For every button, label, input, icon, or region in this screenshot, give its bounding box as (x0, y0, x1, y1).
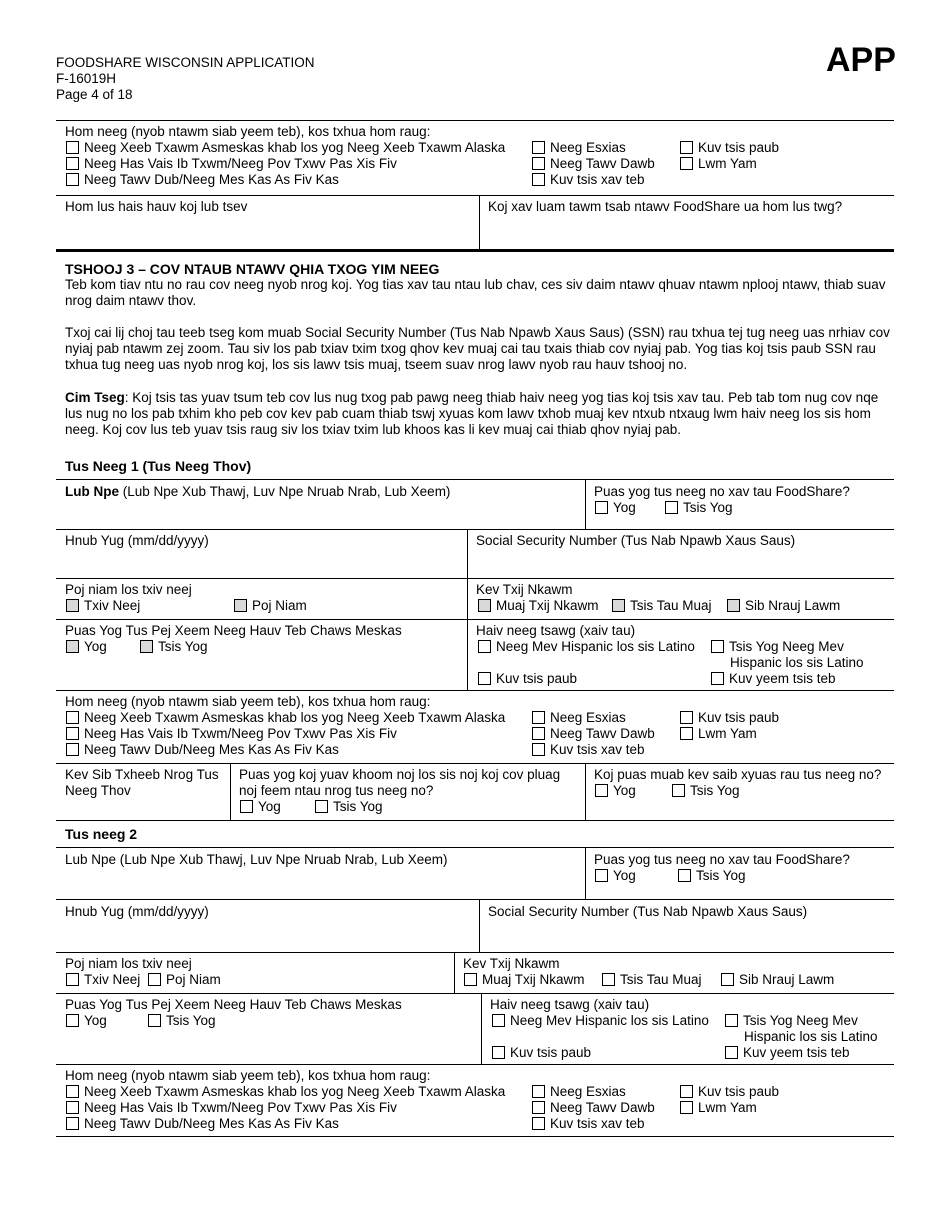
form-code: APP (826, 41, 896, 79)
person1-citizen-label: Puas Yog Tus Pej Xeem Neeg Hauv Teb Chaws Meskas (65, 623, 402, 638)
checkbox[interactable] (478, 672, 491, 685)
race-option[interactable]: Lwm Yam (680, 1100, 757, 1116)
person2-sex-female[interactable]: Poj Niam (148, 972, 221, 988)
person1-care-yes[interactable]: Yog (595, 783, 636, 799)
person1-dob-field[interactable]: Hnub Yug (mm/dd/yyyy) (65, 533, 209, 548)
checkbox[interactable] (532, 157, 545, 170)
person1-care-no[interactable]: Tsis Yog (672, 783, 740, 799)
notice-language-field[interactable]: Koj xav luam tawm tsab ntawv FoodShare ua hom lus twg? (488, 199, 843, 214)
checkbox[interactable] (711, 640, 724, 653)
checkbox[interactable] (478, 640, 491, 653)
section-note: Cim Tseg: Koj tsis tas yuav tsum teb cov lus nug txog pab pawg neeg thiab haiv neeg yog tias koj tsis xav tau. Peb tab tom nug cov nqe lus nug no los pab txhim kho peb cov kev pab cuam thiab tswj xyuas kom lawv txhob muaj kev ntxub ntxaug lwm haiv neeg los sis hom neeg. Koj cov lus teb yuav tsis raug siv los txiav txim lub khoos kas li kev muaj cai thiab qhov nyiaj pab. (65, 390, 879, 437)
checkbox[interactable] (602, 973, 615, 986)
checkbox[interactable] (532, 1117, 545, 1130)
person2-sex-male[interactable]: Txiv Neej (66, 972, 140, 988)
race-option[interactable]: Neeg Has Vais Ib Txwm/Neeg Pov Txwv Pas Xis Fiv (66, 156, 397, 172)
person1-race-prompt: Hom neeg (nyob ntawm siab yeem teb), kos txhua hom raug: (65, 694, 431, 709)
person1-not-hispanic[interactable]: Tsis Yog Neeg Mev (711, 639, 844, 655)
checkbox[interactable] (680, 1101, 693, 1114)
race-option[interactable]: Neeg Tawv Dub/Neeg Mes Kas As Fiv Kas (66, 172, 339, 188)
person1-sex-female[interactable]: Poj Niam (234, 598, 307, 614)
checkbox[interactable] (66, 1101, 79, 1114)
checkbox[interactable] (678, 869, 691, 882)
person1-buycook-no[interactable]: Tsis Yog (315, 799, 383, 815)
race-option[interactable]: Neeg Esxias (532, 710, 626, 726)
race-option[interactable]: Neeg Xeeb Txawm Asmeskas khab los yog Neeg Xeeb Txawm Alaska (66, 710, 505, 726)
person1-fs-yes[interactable]: Yog (595, 500, 636, 516)
checkbox[interactable] (148, 973, 161, 986)
home-language-field[interactable]: Hom lus hais hauv koj lub tsev (65, 199, 248, 214)
person2-marital-label: Kev Txij Nkawm (463, 956, 560, 971)
checkbox[interactable] (532, 743, 545, 756)
person1-relation-field[interactable]: Kev Sib Txheeb Nrog Tus (65, 767, 219, 782)
checkbox[interactable] (66, 173, 79, 186)
checkbox[interactable] (680, 157, 693, 170)
race-option[interactable]: Kuv tsis paub (680, 710, 779, 726)
checkbox[interactable] (595, 869, 608, 882)
race-option[interactable]: Lwm Yam (680, 726, 757, 742)
race-option[interactable]: Neeg Xeeb Txawm Asmeskas khab los yog Neeg Xeeb Txawm Alaska (66, 1084, 505, 1100)
person1-buy-cook-label: Puas yog koj yuav khoom noj los sis noj koj cov pluag (239, 767, 561, 782)
person2-fs-no[interactable]: Tsis Yog (678, 868, 746, 884)
person2-not-hispanic[interactable]: Tsis Yog Neeg Mev (725, 1013, 858, 1029)
person2-fs-yes[interactable]: Yog (595, 868, 636, 884)
person1-divorced[interactable]: Sib Nrauj Lawm (727, 598, 840, 614)
person2-name-field[interactable]: Lub Npe (Lub Npe Xub Thawj, Luv Npe Nruab Nrab, Lub Xeem) (65, 852, 448, 867)
checkbox[interactable] (315, 800, 328, 813)
page-number: Page 4 of 18 (56, 87, 133, 102)
race-option[interactable]: Kuv tsis paub (680, 1084, 779, 1100)
form-number: F-16019H (56, 71, 117, 86)
person1-ssn-field[interactable]: Social Security Number (Tus Nab Npawb Xaus Saus) (476, 533, 796, 548)
person2-hispanic[interactable]: Neeg Mev Hispanic los sis Latino (492, 1013, 709, 1029)
checkbox[interactable] (532, 141, 545, 154)
race-option[interactable]: Kuv tsis paub (680, 140, 779, 156)
person1-eth-unknown[interactable]: Kuv tsis paub (478, 671, 577, 687)
race-prompt: Hom neeg (nyob ntawm siab yeem teb), kos txhua hom raug: (65, 124, 431, 139)
person1-eth-decline[interactable]: Kuv yeem tsis teb (711, 671, 836, 687)
checkbox[interactable] (240, 800, 253, 813)
race-option[interactable]: Kuv tsis xav teb (532, 172, 645, 188)
person2-divorced[interactable]: Sib Nrauj Lawm (721, 972, 834, 988)
checkbox[interactable] (140, 640, 153, 653)
person1-heading: Tus Neeg 1 (Tus Neeg Thov) (65, 458, 252, 474)
section-paragraph-1: Teb kom tiav ntu no rau cov neeg nyob nrog koj. Yog tias xav tau ntau lub chav, ces siv daim ntawv qhuav ntawm nplooj ntawv, thiab suav nrog daim ntawv thov. (65, 277, 886, 308)
checkbox[interactable] (66, 640, 79, 653)
checkbox[interactable] (66, 727, 79, 740)
race-option[interactable]: Lwm Yam (680, 156, 757, 172)
checkbox[interactable] (464, 973, 477, 986)
race-option[interactable]: Neeg Tawv Dub/Neeg Mes Kas As Fiv Kas (66, 742, 339, 758)
race-option[interactable]: Neeg Esxias (532, 140, 626, 156)
person1-relation-field-cont: Neeg Thov (65, 783, 131, 798)
checkbox[interactable] (66, 1085, 79, 1098)
person1-citizen-yes[interactable]: Yog (66, 639, 107, 655)
checkbox[interactable] (532, 711, 545, 724)
checkbox[interactable] (66, 141, 79, 154)
person2-sex-label: Poj niam los txiv neej (65, 956, 192, 971)
race-option[interactable]: Neeg Xeeb Txawm Asmeskas khab los yog Neeg Xeeb Txawm Alaska (66, 140, 505, 156)
checkbox[interactable] (680, 141, 693, 154)
person2-citizen-yes[interactable]: Yog (66, 1013, 107, 1029)
checkbox[interactable] (532, 727, 545, 740)
person1-fs-no[interactable]: Tsis Yog (665, 500, 733, 516)
person2-race-prompt: Hom neeg (nyob ntawm siab yeem teb), kos txhua hom raug: (65, 1068, 431, 1083)
person1-single[interactable]: Tsis Tau Muaj (612, 598, 712, 614)
race-option[interactable]: Neeg Esxias (532, 1084, 626, 1100)
checkbox[interactable] (612, 599, 625, 612)
person1-buy-cook-label-cont: noj feem ntau nrog tus neeg no? (239, 783, 434, 798)
person1-hispanic[interactable]: Neeg Mev Hispanic los sis Latino (478, 639, 695, 655)
person2-single[interactable]: Tsis Tau Muaj (602, 972, 702, 988)
checkbox[interactable] (478, 599, 491, 612)
section-paragraph-2: Txoj cai lij choj tau teeb tseg kom muab Social Security Number (Tus Nab Npawb Xaus Saus) (SSN) rau txhua tej tug neeg uas nrhiav cov nyiaj pab ntawm zej zoom. Tau siv los pab txiav txim txog qhov kev muaj cai tau txais thiab cov nyiaj pab. Yog tias koj tsis paub SSN rau txhua tug neeg uas nyob nrog koj, los sis lawv tsis muaj, tseem suav nrog lawv nyob rau hauv tshooj no. (65, 325, 890, 372)
checkbox[interactable] (680, 727, 693, 740)
checkbox[interactable] (672, 784, 685, 797)
person2-married[interactable]: Muaj Txij Nkawm (464, 972, 585, 988)
person2-not-hispanic-cont: Hispanic los sis Latino (744, 1029, 878, 1044)
person1-married[interactable]: Muaj Txij Nkawm (478, 598, 599, 614)
checkbox[interactable] (234, 599, 247, 612)
checkbox[interactable] (66, 1117, 79, 1130)
checkbox[interactable] (595, 501, 608, 514)
person1-name-field[interactable]: Lub Npe (Lub Npe Xub Thawj, Luv Npe Nruab Nrab, Lub Xeem) (65, 484, 451, 499)
checkbox[interactable] (66, 973, 79, 986)
race-option[interactable]: Neeg Has Vais Ib Txwm/Neeg Pov Txwv Pas Xis Fiv (66, 1100, 397, 1116)
person2-citizen-label: Puas Yog Tus Pej Xeem Neeg Hauv Teb Chaws Meskas (65, 997, 402, 1012)
person1-buycook-yes[interactable]: Yog (240, 799, 281, 815)
checkbox[interactable] (66, 743, 79, 756)
checkbox[interactable] (595, 784, 608, 797)
person2-citizen-no[interactable]: Tsis Yog (148, 1013, 216, 1029)
checkbox[interactable] (492, 1046, 505, 1059)
section-title: TSHOOJ 3 – COV NTAUB NTAWV QHIA TXOG YIM NEEG (65, 261, 440, 277)
race-option[interactable]: Neeg Tawv Dawb (532, 726, 655, 742)
checkbox[interactable] (725, 1046, 738, 1059)
checkbox[interactable] (66, 711, 79, 724)
checkbox[interactable] (727, 599, 740, 612)
race-option[interactable]: Kuv tsis xav teb (532, 1116, 645, 1132)
person1-ethnicity-label: Haiv neeg tsawg (xaiv tau) (476, 623, 636, 638)
race-option[interactable]: Kuv tsis xav teb (532, 742, 645, 758)
person2-wants-foodshare: Puas yog tus neeg no xav tau FoodShare? (594, 852, 850, 867)
checkbox[interactable] (492, 1014, 505, 1027)
checkbox[interactable] (680, 1085, 693, 1098)
person1-care-label: Koj puas muab kev saib xyuas rau tus neeg no? (594, 767, 882, 782)
checkbox[interactable] (148, 1014, 161, 1027)
race-option[interactable]: Neeg Tawv Dawb (532, 1100, 655, 1116)
checkbox[interactable] (680, 711, 693, 724)
person1-citizen-no[interactable]: Tsis Yog (140, 639, 208, 655)
person1-marital-label: Kev Txij Nkawm (476, 582, 573, 597)
checkbox[interactable] (66, 599, 79, 612)
race-option[interactable]: Neeg Has Vais Ib Txwm/Neeg Pov Txwv Pas Xis Fiv (66, 726, 397, 742)
person2-ethnicity-label: Haiv neeg tsawg (xaiv tau) (490, 997, 650, 1012)
person2-eth-unknown[interactable]: Kuv tsis paub (492, 1045, 591, 1061)
checkbox[interactable] (721, 973, 734, 986)
checkbox[interactable] (66, 1014, 79, 1027)
person2-heading: Tus neeg 2 (65, 826, 138, 842)
checkbox[interactable] (532, 1085, 545, 1098)
race-option[interactable]: Neeg Tawv Dub/Neeg Mes Kas As Fiv Kas (66, 1116, 339, 1132)
person1-sex-label: Poj niam los txiv neej (65, 582, 192, 597)
person2-eth-decline[interactable]: Kuv yeem tsis teb (725, 1045, 850, 1061)
race-option[interactable]: Neeg Tawv Dawb (532, 156, 655, 172)
checkbox[interactable] (532, 173, 545, 186)
checkbox[interactable] (711, 672, 724, 685)
person2-ssn-field[interactable]: Social Security Number (Tus Nab Npawb Xaus Saus) (488, 904, 808, 919)
person1-wants-foodshare: Puas yog tus neeg no xav tau FoodShare? (594, 484, 850, 499)
checkbox[interactable] (725, 1014, 738, 1027)
checkbox[interactable] (532, 1101, 545, 1114)
checkbox[interactable] (66, 157, 79, 170)
checkbox[interactable] (665, 501, 678, 514)
person1-not-hispanic-cont: Hispanic los sis Latino (730, 655, 864, 670)
form-title: FOODSHARE WISCONSIN APPLICATION (56, 55, 315, 70)
person2-dob-field[interactable]: Hnub Yug (mm/dd/yyyy) (65, 904, 209, 919)
person1-sex-male[interactable]: Txiv Neej (66, 598, 140, 614)
